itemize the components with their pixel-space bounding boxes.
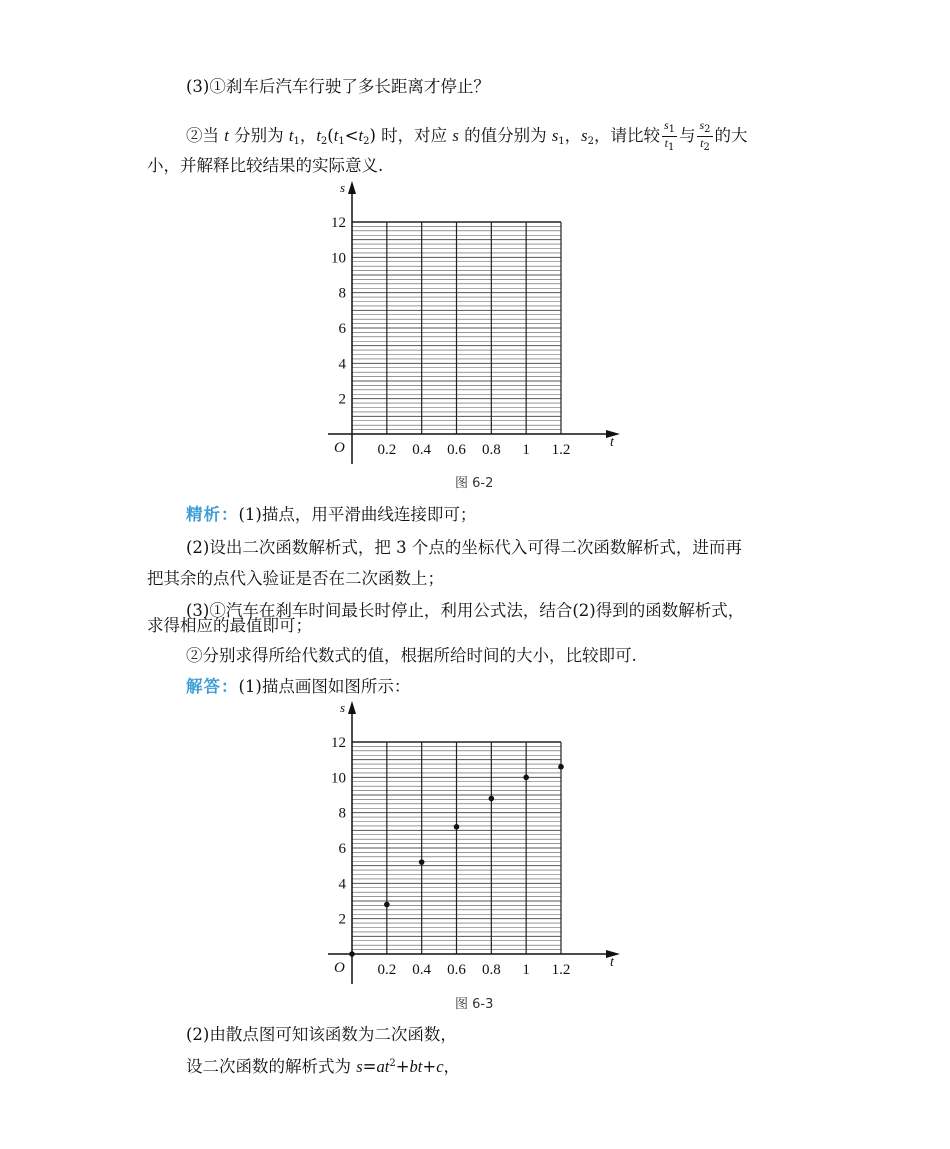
- subscript: 1: [667, 142, 675, 153]
- origin-label: O: [334, 440, 345, 456]
- y-tick-label: 8: [338, 285, 346, 302]
- data-point: [523, 775, 529, 781]
- subscript: 2: [363, 136, 370, 147]
- x-tick-label: 0.4: [412, 442, 432, 458]
- y-tick-label: 4: [338, 356, 346, 373]
- x-tick-label: 0.2: [377, 962, 397, 978]
- subscript: 2: [703, 142, 710, 153]
- figure-6-3-scatter: [310, 698, 640, 993]
- y-tick-label: 4: [338, 876, 346, 893]
- text-segment: 把其余的点代入验证是否在二次函数上；: [147, 569, 444, 588]
- analysis-line-3: [147, 568, 444, 590]
- x-tick-label: 0.2: [377, 442, 397, 458]
- subscript: 1: [293, 136, 300, 147]
- frac-numerator: s: [699, 118, 705, 132]
- y-tick-label: 12: [331, 215, 346, 231]
- y-axis-arrow: [348, 701, 356, 714]
- fraction-s1-t1: [662, 119, 677, 154]
- x-tick-label: 1.2: [551, 962, 571, 978]
- answer-line-1: [186, 676, 410, 698]
- subscript: 2: [320, 136, 328, 147]
- equals-sign: =: [362, 1057, 377, 1076]
- text-segment: (1)描点，用平滑曲线连接即可；: [238, 505, 477, 524]
- tail-line-1: [186, 1024, 457, 1046]
- var-s2: s: [581, 126, 588, 145]
- answer-label: 解答：: [186, 677, 239, 696]
- text-segment: (2)由散点图可知该函数为二次函数，: [186, 1025, 457, 1044]
- fraction-s2-t2: [697, 119, 712, 154]
- x-tick-label: 1.2: [551, 442, 571, 458]
- x-tick-label: 0.8: [481, 962, 501, 978]
- x-axis-label: t: [610, 435, 614, 450]
- text-segment: ，: [299, 126, 317, 145]
- y-tick-label: 6: [338, 841, 346, 857]
- var-t2: t: [316, 126, 321, 145]
- text-segment: ): [369, 126, 376, 145]
- subscript: 2: [704, 124, 711, 135]
- frac-numerator: s: [663, 118, 669, 132]
- text-segment: ②当: [186, 126, 225, 145]
- data-point: [454, 824, 460, 830]
- text-segment: ，: [564, 126, 582, 145]
- frac-denominator: t: [664, 136, 668, 150]
- question-3-text: (3)①刹车后汽车行驶了多长距离才停止？: [186, 77, 490, 96]
- text-segment: 时，对应: [375, 126, 453, 145]
- data-point: [558, 764, 564, 770]
- var-t2: t: [358, 126, 364, 145]
- x-tick-label: 0.4: [412, 962, 432, 978]
- analysis-line-2: [186, 537, 742, 559]
- y-tick-label: 12: [331, 735, 346, 751]
- data-point: [349, 951, 355, 957]
- var-s1: s: [551, 126, 559, 145]
- text-segment: 的值分别为: [458, 126, 552, 145]
- y-tick-label: 2: [338, 391, 346, 408]
- analysis-line-5: [147, 615, 312, 637]
- text-segment: ，请比较: [593, 126, 660, 145]
- subscript: 2: [587, 136, 594, 147]
- less-than-sign: <: [344, 126, 359, 145]
- text-segment: (3)①汽车在刹车时间最长时停止，利用公式法，结合(2)得到的函数解析式，: [186, 601, 745, 620]
- analysis-line-1: [186, 504, 476, 526]
- y-tick-label: 6: [338, 321, 346, 337]
- y-tick-label: 10: [331, 250, 346, 267]
- data-point: [419, 859, 425, 865]
- term-at: at: [376, 1057, 390, 1076]
- text-segment: 分别为: [228, 126, 289, 145]
- y-tick-label: 10: [331, 770, 346, 787]
- data-point: [489, 796, 495, 802]
- var-s: s: [452, 126, 459, 145]
- question-3b-line: [186, 119, 748, 154]
- figure-6-2-caption: 图 6-2: [455, 476, 494, 491]
- var-t: t: [224, 126, 229, 145]
- figure-6-2-grid: [310, 178, 640, 473]
- text-segment: ，: [443, 1057, 461, 1076]
- question-3-line: [186, 76, 490, 98]
- text-segment: (: [327, 126, 334, 145]
- frac-denominator: t: [700, 136, 704, 150]
- analysis-label: 精析：: [186, 505, 239, 524]
- x-axis-label: t: [610, 955, 614, 970]
- subscript: 1: [558, 136, 565, 147]
- var-s: s: [356, 1057, 363, 1076]
- var-t1: t: [333, 126, 339, 145]
- x-tick-label: 0.6: [447, 442, 466, 458]
- figure-6-3-caption: 图 6-3: [455, 997, 494, 1012]
- subscript: 1: [338, 136, 345, 147]
- plus-sign: +: [422, 1057, 437, 1076]
- text-segment: 与: [678, 126, 696, 145]
- text-segment: (2)设出二次函数解析式，把 3 个点的坐标代入可得二次函数解析式，进而再: [186, 538, 742, 557]
- text-segment: ②分别求得所给代数式的值，根据所给时间的大小，比较即可.: [186, 646, 637, 665]
- x-tick-label: 1: [522, 442, 530, 458]
- superscript: 2: [389, 1058, 396, 1069]
- question-3b-line2: [147, 155, 383, 177]
- term-c: c: [436, 1057, 444, 1076]
- plus-sign: +: [395, 1057, 410, 1076]
- var-t1: t: [288, 126, 294, 145]
- x-tick-label: 0.6: [447, 962, 466, 978]
- y-axis-label: s: [340, 700, 346, 715]
- y-axis-arrow: [348, 181, 356, 194]
- analysis-line-6: [186, 645, 637, 667]
- data-point: [384, 902, 390, 908]
- origin-label: O: [334, 960, 345, 976]
- y-axis-label: s: [340, 180, 346, 195]
- y-tick-label: 8: [338, 805, 346, 822]
- y-tick-label: 2: [338, 911, 346, 928]
- term-bt: bt: [409, 1057, 423, 1076]
- subscript: 1: [668, 124, 675, 135]
- text-segment: 小，并解释比较结果的实际意义.: [147, 156, 384, 175]
- x-tick-label: 0.8: [481, 442, 501, 458]
- text-segment: (1)描点画图如图所示：: [238, 677, 411, 696]
- text-segment: 设二次函数的解析式为: [186, 1057, 357, 1076]
- x-tick-label: 1: [522, 962, 530, 978]
- text-segment: 的大: [714, 126, 748, 145]
- tail-line-2: [186, 1053, 460, 1078]
- text-segment: 求得相应的最值即可；: [147, 616, 312, 635]
